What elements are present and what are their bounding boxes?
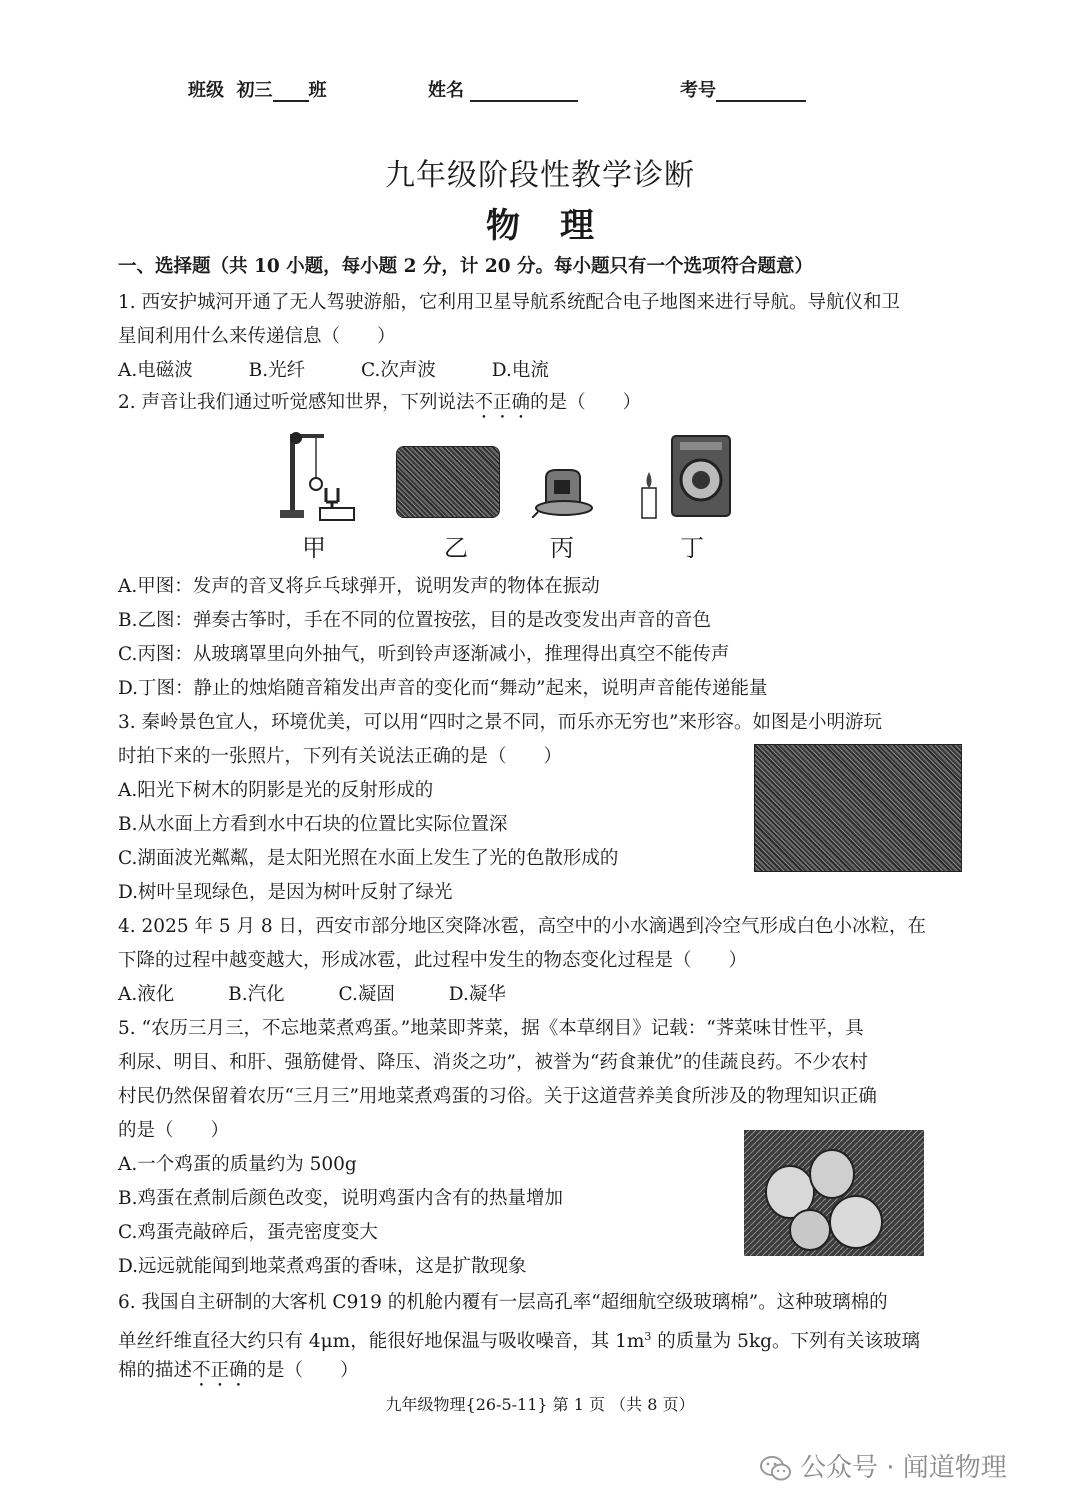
- q6-stem-line3: 棉的描述不正确的是（ ）: [118, 1360, 359, 1381]
- fig-label-bing: 丙: [550, 534, 574, 562]
- q3-option-b: B.从水面上方看到水中石块的位置比实际位置深: [118, 814, 508, 835]
- id-field: 考号: [680, 76, 806, 102]
- q1-option-d: D.电流: [491, 360, 549, 381]
- watermark: 公众号 · 闻道物理: [760, 1447, 1007, 1484]
- q3-stem-line2: 时拍下来的一张照片，下列有关说法正确的是（ ）: [118, 746, 563, 767]
- q3-stem-line1: 3. 秦岭景色宜人，环境优美，可以用“四时之景不同，而乐亦无穷也”来形容。如图是小明游玩: [118, 712, 882, 733]
- q4-option-a: A.液化: [118, 984, 175, 1005]
- q3-option-d: D.树叶呈现绿色，是因为树叶反射了绿光: [118, 882, 453, 903]
- guzheng-photo: [396, 446, 500, 518]
- q4-stem-line1: 4. 2025 年 5 月 8 日，西安市部分地区突降冰雹，高空中的小水滴遇到冷空气形成白色小冰粒，在: [118, 916, 927, 937]
- class-field: 班级 初三 班: [188, 80, 327, 101]
- tuning-fork-figure: [276, 430, 360, 524]
- bell-jar-figure: [532, 466, 596, 518]
- q4-option-d: D.凝华: [448, 984, 506, 1005]
- speaker-candle-figure: [640, 432, 736, 522]
- q1-option-b: B.光纤: [248, 360, 306, 381]
- class-blank: [273, 80, 309, 102]
- q5-option-c: C.鸡蛋壳敲碎后，蛋壳密度变大: [118, 1222, 378, 1243]
- q1-option-a: A.电磁波: [118, 360, 193, 381]
- q1-options: [118, 358, 599, 384]
- q6-stem-line2: 单丝纤维直径大约只有 4μm，能很好地保温与吸收噪音，其 $1m^3$ 的质量为 5kg。下列有关该玻璃: [118, 1330, 921, 1353]
- page-footer: 九年级物理{26-5-11} 第 1 页 （共 8 页）: [385, 1395, 695, 1414]
- q5-option-b: B.鸡蛋在煮制后颜色改变，说明鸡蛋内含有的热量增加: [118, 1188, 563, 1209]
- q5-option-d: D.远远就能闻到地菜煮鸡蛋的香味，这是扩散现象: [118, 1256, 527, 1277]
- q3-option-c: C.湖面波光粼粼，是太阳光照在水面上发生了光的色散形成的: [118, 848, 619, 869]
- student-info-row: [0, 76, 1080, 106]
- wechat-icon: [760, 1455, 792, 1483]
- name-blank: [470, 80, 578, 102]
- q4-stem-line2: 下降的过程中越变越大，形成冰雹，此过程中发生的物态变化过程是（ ）: [118, 950, 748, 971]
- q3-option-a: A.阳光下树木的阴影是光的反射形成的: [118, 780, 434, 801]
- q2-option-b: B.乙图：弹奏古筝时，手在不同的位置按弦，目的是改变发出声音的音色: [118, 610, 711, 631]
- q2-option-c: C.丙图：从玻璃罩里向外抽气，听到铃声逐渐减小，推理得出真空不能传声: [118, 644, 730, 665]
- q4-options: [118, 982, 556, 1008]
- q6-stem-line1: 6. 我国自主研制的大客机 C919 的机舱内覆有一层高孔率“超细航空级玻璃棉”。这种玻璃棉的: [118, 1292, 888, 1313]
- q5-stem-line1: 5. “农历三月三，不忘地菜煮鸡蛋。”地菜即荠菜，据《本草纲目》记载：“荠菜味甘性平，具: [118, 1018, 864, 1039]
- q5-stem-line3: 村民仍然保留着农历“三月三”用地菜煮鸡蛋的习俗。关于这道营养美食所涉及的物理知识正确: [118, 1086, 877, 1107]
- emphasis-not-correct: 不正确: [192, 1360, 248, 1381]
- q1-stem-line1: 1. 西安护城河开通了无人驾驶游船，它利用卫星导航系统配合电子地图来进行导航。导航仪和卫: [118, 292, 901, 313]
- exam-title: 九年级阶段性教学诊断: [385, 158, 695, 193]
- q1-option-c: C.次声波: [361, 360, 436, 381]
- section-heading: 一、选择题（共 10 小题，每小题 2 分，计 20 分。每小题只有一个选项符合题意）: [118, 256, 814, 277]
- q5-option-a: A.一个鸡蛋的质量约为 500g: [118, 1154, 357, 1175]
- subject-title: 物理: [486, 206, 634, 246]
- fig-label-jia: 甲: [302, 534, 326, 562]
- q5-stem-line4: 的是（ ）: [118, 1120, 230, 1141]
- q4-option-c: C.凝固: [338, 984, 395, 1005]
- q2-option-d: D.丁图：静止的烛焰随音箱发出声音的变化而“舞动”起来，说明声音能传递能量: [118, 678, 768, 699]
- q1-stem-line2: 星间利用什么来传递信息（ ）: [118, 326, 396, 347]
- emphasis-not-correct: 不正确: [474, 392, 531, 413]
- id-blank: [716, 80, 806, 102]
- q2-option-a: A.甲图：发声的音叉将乒乓球弹开，说明发声的物体在振动: [118, 576, 600, 597]
- fig-label-yi: 乙: [444, 534, 468, 562]
- eggs-photo: [744, 1130, 924, 1256]
- qinling-scenery-photo: [754, 744, 962, 872]
- name-field: 姓名: [428, 76, 578, 102]
- q2-stem: 2. 声音让我们通过听觉感知世界，下列说法不正确的是（ ）: [118, 392, 642, 413]
- q4-option-b: B.汽化: [228, 984, 285, 1005]
- fig-label-ding: 丁: [680, 534, 704, 562]
- q5-stem-line2: 利尿、明目、和肝、强筋健骨、降压、消炎之功”，被誉为“药食兼优”的佳蔬良药。不少农村: [118, 1052, 868, 1073]
